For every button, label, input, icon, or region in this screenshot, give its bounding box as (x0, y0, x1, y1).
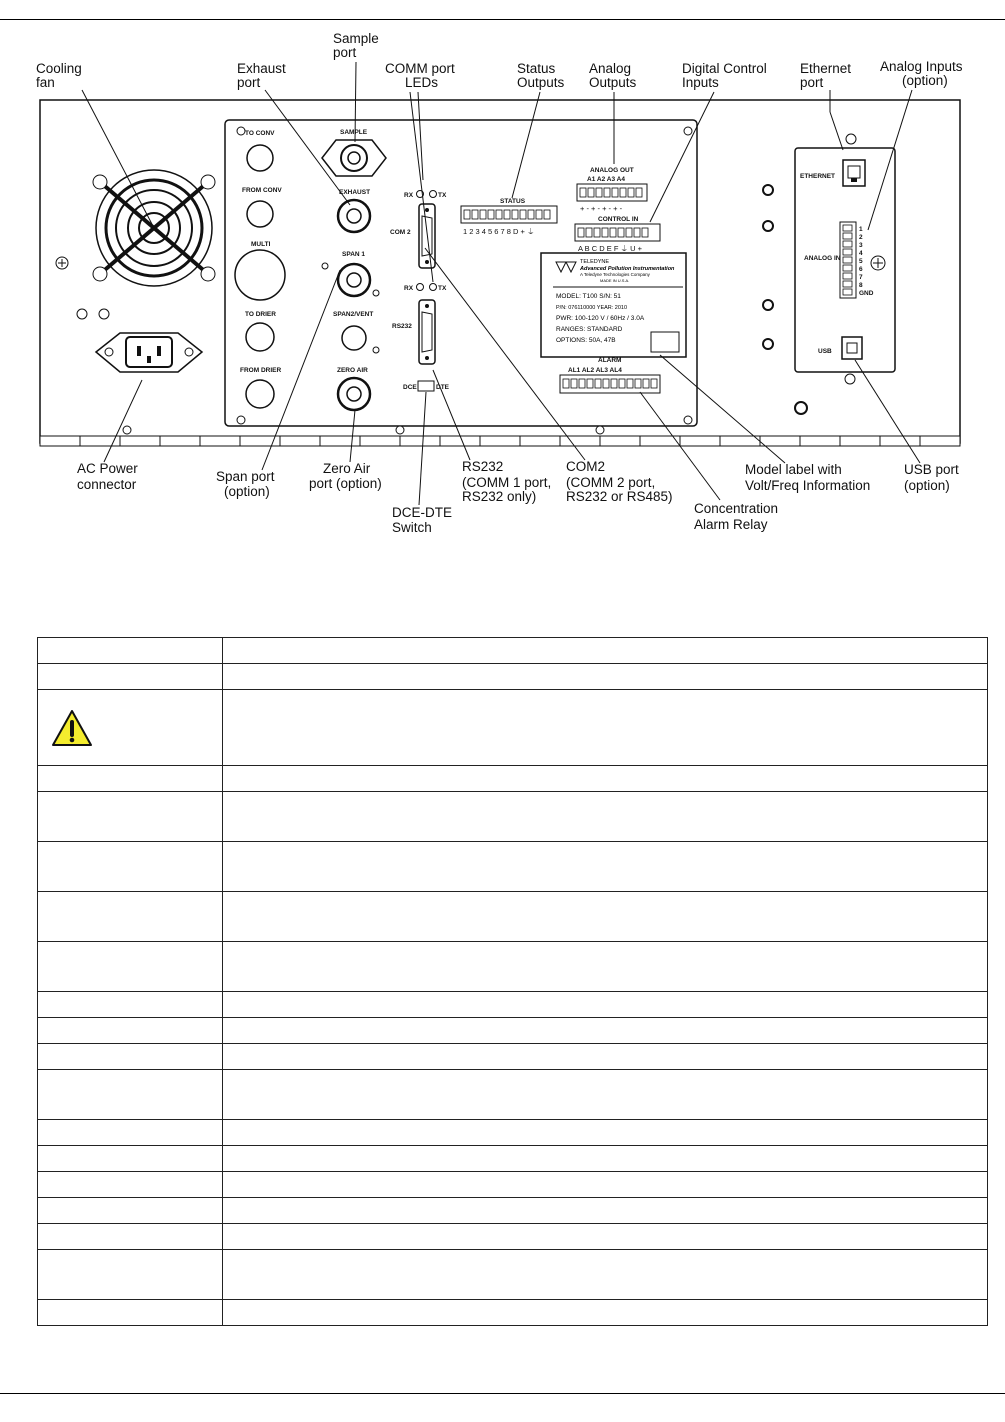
brand-text: TELEDYNE (580, 259, 610, 265)
svg-text:4: 4 (859, 250, 863, 257)
table-row (38, 1300, 988, 1326)
svg-text:fan: fan (36, 75, 55, 90)
callout-analog-inputs (880, 59, 963, 88)
screw-icon (99, 309, 109, 319)
to-conv-port-icon (247, 145, 273, 171)
tx-led-icon (430, 191, 437, 198)
svg-text:COMM port: COMM port (385, 61, 455, 76)
table-cell-description (223, 1250, 988, 1300)
table-row (38, 792, 988, 842)
to-conv-label: TO CONV (245, 130, 275, 137)
zero-air-port-icon (338, 378, 370, 410)
table-row (38, 1044, 988, 1070)
svg-text:Analog: Analog (589, 61, 632, 76)
table-cell-description (223, 664, 988, 690)
tx-label-2: TX (438, 285, 447, 292)
exhaust-label: EXHAUST (339, 189, 371, 196)
table-row (38, 1120, 988, 1146)
table-cell-label (38, 1224, 223, 1250)
svg-text:7: 7 (859, 274, 863, 281)
svg-text:Sample: Sample (333, 31, 379, 46)
svg-text:RS232 only): RS232 only) (462, 489, 537, 504)
from-conv-label: FROM CONV (242, 187, 282, 194)
svg-text:port (option): port (option) (309, 476, 382, 491)
table-cell-label (38, 690, 223, 766)
table-cell-label (38, 766, 223, 792)
ranges-text: RANGES: STANDARD (556, 326, 623, 333)
pwr-text: PWR: 100-120 V / 60Hz / 3.0A (556, 315, 645, 322)
callout-span-port (216, 469, 275, 499)
svg-text:(COMM 2 port,: (COMM 2 port, (566, 475, 656, 490)
alarm-label: ALARM (598, 357, 622, 364)
rs232-db9-icon (419, 300, 435, 364)
analog-out-channels: A1 A2 A3 A4 (587, 176, 625, 183)
svg-text:Outputs: Outputs (517, 75, 565, 90)
table-cell-description (223, 1044, 988, 1070)
svg-text:Volt/Freq Information: Volt/Freq Information (745, 478, 871, 493)
from-drier-port-icon (246, 380, 274, 408)
pn-text: P/N: 076110000 YEAR: 2010 (556, 305, 628, 311)
table-cell-label (38, 1250, 223, 1300)
chassis-bottom-strip (40, 436, 960, 446)
svg-text:Exhaust: Exhaust (237, 61, 286, 76)
table-cell-label (38, 1172, 223, 1198)
svg-text:Cooling: Cooling (36, 61, 82, 76)
table-row (38, 892, 988, 942)
svg-text:RS232 or RS485): RS232 or RS485) (566, 489, 673, 504)
callout-com2 (566, 459, 673, 504)
table-row (38, 1172, 988, 1198)
callout-ac-power-connector (77, 461, 138, 492)
table-row (38, 1146, 988, 1172)
tx-label-1: TX (438, 192, 447, 199)
ethernet-label: ETHERNET (800, 173, 836, 180)
svg-text:port: port (333, 45, 357, 60)
analog-in-label: ANALOG IN (804, 255, 841, 262)
to-drier-label: TO DRIER (245, 311, 276, 318)
callout-concentration-alarm-relay (694, 501, 778, 532)
table-cell-description (223, 1198, 988, 1224)
model-label-plate (541, 253, 686, 357)
analog-out-label: ANALOG OUT (590, 167, 634, 174)
table-cell-description (223, 892, 988, 942)
table-cell-label (38, 992, 223, 1018)
table-cell-description (223, 1224, 988, 1250)
svg-text:(option): (option) (902, 73, 948, 88)
table-cell-description (223, 1070, 988, 1120)
table-cell-label (38, 842, 223, 892)
svg-text:2: 2 (859, 234, 863, 241)
svg-text:Alarm Relay: Alarm Relay (694, 517, 768, 532)
footer-rule (0, 1393, 1005, 1394)
svg-text:Outputs: Outputs (589, 75, 637, 90)
callout-status-outputs (517, 61, 565, 90)
svg-text:Span port: Span port (216, 469, 275, 484)
screw-icon (77, 309, 87, 319)
screw-icon (845, 374, 855, 384)
svg-text:(option): (option) (904, 478, 950, 493)
table-row (38, 1250, 988, 1300)
brand-line2: A Teledyne Technologies Company (580, 272, 650, 277)
multi-label: MULTI (251, 241, 271, 248)
callout-digital-control-inputs (682, 61, 767, 90)
svg-text:DCE-DTE: DCE-DTE (392, 505, 452, 520)
svg-text:Switch: Switch (392, 520, 432, 535)
table-row (38, 1070, 988, 1120)
table-row (38, 664, 988, 690)
analog-out-polarity: + - + - + - + - (580, 204, 623, 213)
table-row (38, 1224, 988, 1250)
dce-dte-switch-icon (418, 381, 434, 391)
table-row (38, 690, 988, 766)
span2-vent-label: SPAN2/VENT (333, 311, 374, 318)
table-row (38, 766, 988, 792)
span2-vent-port-icon (342, 326, 366, 350)
svg-text:connector: connector (77, 477, 137, 492)
span1-label: SPAN 1 (342, 251, 365, 258)
svg-text:3: 3 (859, 242, 863, 249)
options-text: OPTIONS: 50A, 47B (556, 337, 616, 344)
svg-text:5: 5 (859, 258, 863, 265)
svg-text:8: 8 (859, 282, 863, 289)
svg-text:USB port: USB port (904, 462, 959, 477)
svg-text:(option): (option) (224, 484, 270, 499)
callout-exhaust-port (237, 61, 286, 90)
table-cell-label (38, 638, 223, 664)
svg-text:Model label with: Model label with (745, 462, 842, 477)
callout-cooling-fan (36, 61, 82, 90)
brand-line1: Advanced Pollution Instrumentation (580, 266, 675, 272)
table-row (38, 1198, 988, 1224)
svg-text:LEDs: LEDs (405, 75, 439, 90)
alarm-channels: AL1 AL2 AL3 AL4 (568, 367, 622, 374)
callout-dce-dte-switch (392, 505, 452, 535)
connector-description-table (37, 637, 988, 1326)
from-conv-port-icon (247, 201, 273, 227)
control-in-label: CONTROL IN (598, 216, 639, 223)
table-row (38, 638, 988, 664)
ac-power-connector-icon (96, 333, 202, 372)
callout-usb-port (904, 462, 959, 493)
svg-text:port: port (237, 75, 261, 90)
svg-text:1: 1 (859, 226, 863, 233)
table-row (38, 842, 988, 892)
table-cell-label (38, 664, 223, 690)
to-drier-port-icon (246, 323, 274, 351)
table-cell-label (38, 1300, 223, 1326)
table-cell-description (223, 1018, 988, 1044)
table-cell-description (223, 942, 988, 992)
table-row (38, 992, 988, 1018)
ethernet-port-icon (843, 160, 865, 186)
table-cell-label (38, 1146, 223, 1172)
table-cell-label (38, 1044, 223, 1070)
table-cell-description (223, 1172, 988, 1198)
svg-text:port: port (800, 75, 824, 90)
control-in-pins: A B C D E F ⏚ U + (578, 244, 642, 253)
usb-port-icon (842, 337, 862, 359)
table-row (38, 1018, 988, 1044)
table-row (38, 942, 988, 992)
table-cell-description (223, 992, 988, 1018)
usb-label: USB (818, 348, 832, 355)
svg-text:6: 6 (859, 266, 863, 273)
dce-label: DCE (403, 384, 417, 391)
from-drier-label: FROM DRIER (240, 367, 282, 374)
table-cell-description (223, 1300, 988, 1326)
svg-text:Digital Control: Digital Control (682, 61, 767, 76)
screw-icon (846, 134, 856, 144)
multi-port-icon (235, 250, 285, 300)
model-text: MODEL: T100 S/N: 51 (556, 293, 621, 300)
zero-air-label: ZERO AIR (337, 367, 368, 374)
table-cell-description (223, 690, 988, 766)
table-cell-description (223, 1120, 988, 1146)
svg-text:Analog Inputs: Analog Inputs (880, 59, 963, 74)
table-cell-description (223, 842, 988, 892)
callout-model-label (745, 462, 870, 493)
table-cell-description (223, 792, 988, 842)
sample-label: SAMPLE (340, 129, 368, 136)
svg-text:Zero Air: Zero Air (323, 461, 371, 476)
table-cell-description (223, 766, 988, 792)
sample-port-icon (322, 140, 386, 176)
svg-text:Ethernet: Ethernet (800, 61, 852, 76)
com2-label: COM 2 (390, 229, 411, 236)
callout-analog-outputs (589, 61, 637, 90)
made-in-text: MADE IN U.S.A. (600, 278, 630, 283)
table-cell-label (38, 1070, 223, 1120)
callout-ethernet-port (800, 61, 851, 90)
callout-sample-port (333, 31, 379, 60)
callout-comm-port-leds (385, 61, 455, 90)
table-cell-description (223, 638, 988, 664)
svg-text:Inputs: Inputs (682, 75, 719, 90)
svg-text:AC Power: AC Power (77, 461, 138, 476)
exhaust-port-icon (338, 200, 370, 232)
svg-text:COM2: COM2 (566, 459, 606, 474)
svg-text:Concentration: Concentration (694, 501, 779, 516)
rear-panel-figure (0, 0, 1005, 560)
rx-label-2: RX (404, 285, 414, 292)
svg-text:Status: Status (517, 61, 556, 76)
status-pins-label: 1 2 3 4 5 6 7 8 D + ⏚ (463, 227, 535, 236)
dte-label: DTE (436, 384, 449, 391)
svg-text:(COMM 1 port,: (COMM 1 port, (462, 475, 552, 490)
rs232-label: RS232 (392, 323, 412, 330)
table-cell-label (38, 1018, 223, 1044)
rx-label-1: RX (404, 192, 414, 199)
screw-icon (123, 426, 131, 434)
status-label: STATUS (500, 198, 526, 205)
callout-rs232 (462, 459, 551, 504)
table-cell-label (38, 942, 223, 992)
warning-icon (50, 708, 94, 748)
svg-text:RS232: RS232 (462, 459, 504, 474)
table-cell-label (38, 892, 223, 942)
callout-zero-air-port (309, 461, 382, 491)
table-cell-label (38, 1198, 223, 1224)
svg-text:GND: GND (859, 290, 874, 297)
table-cell-label (38, 792, 223, 842)
table-cell-description (223, 1146, 988, 1172)
table-cell-label (38, 1120, 223, 1146)
